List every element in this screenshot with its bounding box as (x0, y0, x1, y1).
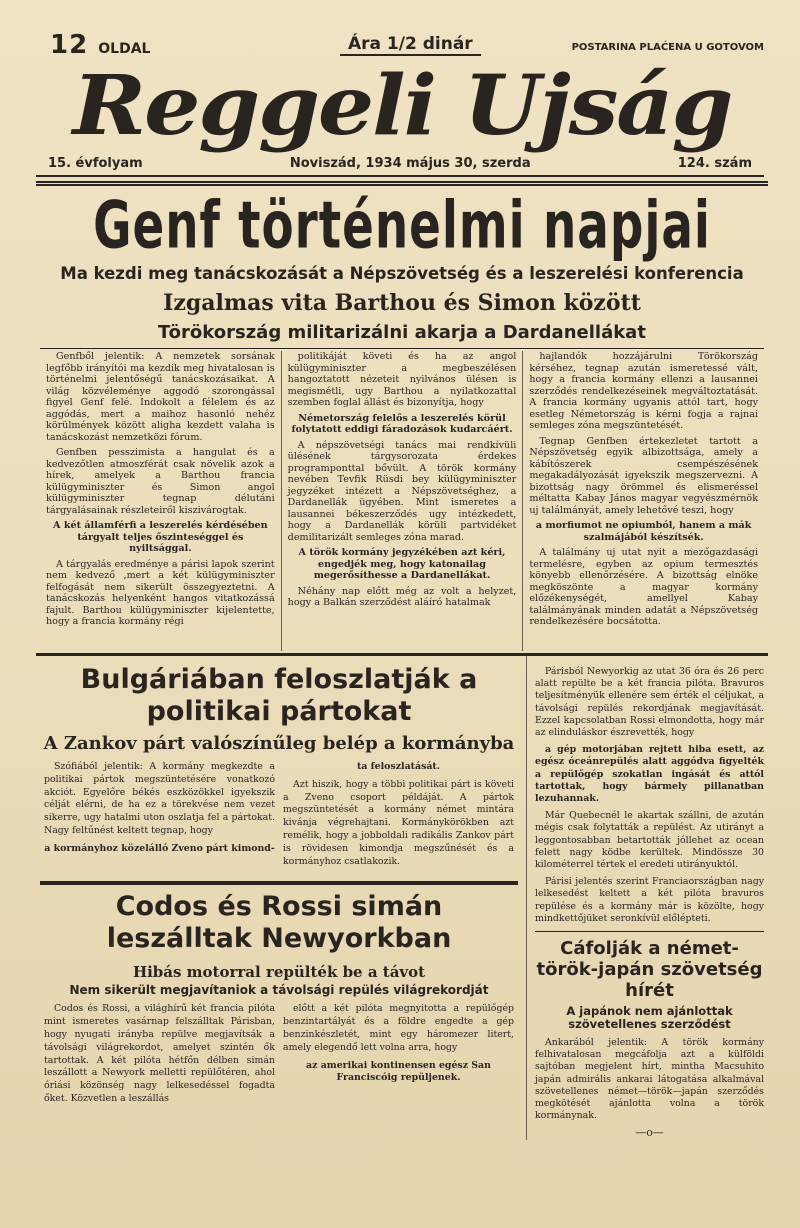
volume: 15. évfolyam (48, 156, 143, 171)
bulgaria-column-2: ta feloszlatását. Azt hiszik, hogy a többi politikai párt is követi a Zveno csoport példáját. A pártok megszüntetését a kormány német mintára kivánja végrehajtani. Kormánykörökben azt remélik, hogy a jobboldali radikális Zankov párt is rövidesen kimondja megszűnését és a kormányhoz csatlakozik. (283, 761, 514, 867)
codos-column-2: előtt a két pilóta megnyitotta a repülőgép benzintartályát és a földre engedte a gép benzinkészletét, mint egy háromezer litert, amely elegendő lett volna arra, hogy az amerikai kontinensen egész San Franciscóig repüljenek. (283, 1003, 514, 1084)
codos-headline: Codos és Rossi simán leszálltak Newyorkban (106, 891, 452, 955)
codos-subheadline-2: Nem sikerült megjavítaniok a távolsági repülés világrekordját (69, 983, 489, 998)
bulgaria-subheadline: A Zankov párt valószínűleg belép a kormányba (43, 733, 515, 754)
newspaper-title: Reggeli Ujság (72, 58, 732, 154)
bulgaria-headline: Bulgáriában feloszlatják a politikai pártokat (80, 664, 478, 727)
bulgaria-column-1: Szófiából jelentik: A kormány megkezdte a politikai pártok megszüntetésére vonatkozó akciót. Egyelőre békés eszközökkel igyekszik célját elérni, de ha ez a törekvése nem vezet sikerre, ugy hatalmi uton oszlatja fel a pártokat. Nagy feltűnést keltett tegnap, hogy a kormányhoz közelálló Zveno párt kimond- (44, 761, 275, 854)
lead-column-1: Genfből jelentik: A nemzetek sorsának legfőbb irányítói ma kezdik meg hivatalosan is történelmi jelentőségű tanácskozásaikat. A világ közvéleménye aggodó szorongással figyel Genf felé. Indokolt a félelem és az aggódás, mert a maihoz hasonló nehéz körülmények között aligha kezdett valaha is tanácskozást nemzetközi fórum. Genfben pesszimista a hangulat és a kedvezőtlen atmoszférát csak növelik azok a hírek, amelyek a Barthou francia külügyminiszter és Simon angol külügyminiszter tegnap délutáni tárgyalásainak részleteiről kiszivárogtak. A két államférfi a leszerelés kérdésében tárgyalt teljes őszinteséggel és nyiltsággal. A tárgyalás eredménye a párisi lapok szerint nem kedvező ,mert a két külügyminiszter felfogását nem sikerült összegyeztetni. A tanácskozás helyenként hangos vitatkozássá fajult. Barthou külügyminiszter kijelentette, hogy a francia kormány régi (46, 351, 275, 627)
divider (535, 931, 764, 932)
lead-subheadline-1: Ma kezdi meg tanácskozását a Népszövetség és a leszerelési konferencia (60, 264, 744, 283)
lead-article (40, 348, 764, 651)
codos-subheadline-1: Hibás motorral repülték be a távot (132, 963, 426, 982)
codos-column-1: Codos és Rossi, a világhírű két francia pilóta mint ismeretes vasárnap felszálltak Párisban, hogy nyugati irányba repülve megjavítsák a távolsági világrekordot, amelyet szintén ők tartottak. A két pilóta hétfőn délben simán leszállott a Newyork melletti repülőtéren, ahol óriási közönség nagy lelkesedéssel fogadta őket. Közvetlen a leszállás (44, 1003, 275, 1104)
news-subheadline: A japánok nem ajánlottak szövetellenes szerződést (566, 1004, 733, 1032)
postal-note: POSTARINA PLAĆENA U GOTOVOM (571, 42, 764, 53)
right-column: Párisból Newyorkig az utat 36 óra és 26 perc alatt repülte be a két francia pilóta. Bravuros teljesítményük ellenére sem érték el céljukat, a távolsági repülés rekordjának megjavítását. Ezzel kapcsolatban Rossi elmondotta, hogy már az elinduláskor észrevették, hogy a gép motorjában rejtett hiba esett, az egész óceánrepülés alatt aggódva figyelték a repülőgép szokatlan ingását és attól tartottak, hogy bármely pillanatban lezuhannak. Már Quebecnél le akartak szállni, de azután mégis csak folytatták a repülést. Az utirányt a leggontosabban betartották jóllehet az ocean felett nagy ködbe kerültek. Mindössze 30 kilométerrel tértek el eredeti utirányuktól. Párisi jelentés szerint Franciaországban nagy lelkesedést keltett a két pilóta bravuros repülése és a kormány már is közölte, hogy mindkettőjüket seronkívül előlépteti. Cáfolják a német-török-japán szövetség hírét A japánok nem ajánlottak szövetellenes szerződést Ankarából jelentik: A török kormány felhivatalosan megcáfolja azt a külföldi sajtóban megjelent hírt, mintha Macsuhito japán admirális ankarai látogatása alkalmával szövetellenes német—török—japán szerződés megkötését ajánlotta volna a török kormánynak. —o— (535, 666, 764, 1140)
divider (40, 881, 518, 885)
issue-date: Noviszád, 1934 május 30, szerda (289, 156, 531, 171)
lead-subheadline-2: Izgalmas vita Barthou és Simon között (163, 290, 641, 316)
issue-number: 124. szám (677, 156, 752, 171)
lead-column-2: politikáját követi és ha az angol külügyminiszter a megbeszélésen hangoztatott nézeteit nyilvános ülésen is megismétli, ugy Barthou a nyilatkozattal szemben foglal állást és bizonyítja, hogy Németország felelős a leszerelés körül folytatott eddigi fáradozások kudarcáért. A népszövetségi tanács mai rendkívüli ülésének tárgysorozata érdekes programponttal bővült. A török kormány nevében Tevfik Rüsdi bey külügyminiszter jegyzéket intézett a Népszövetséghez, a Dardanellák ügyében. Mint ismeretes a lausannei békeszerződés ugy intézkedett, hogy a Dardanellák körüli partvidéket demilitarizált semleges zóna marad. A török kormány jegyzékében azt kéri, engedjék meg, hogy katonailag megerősíthesse a Dardanellákat. Néhány nap előtt még az volt a helyzet, hogy a Balkán szerződést aláíró hatalmak (281, 351, 523, 651)
lead-subheadline-3: Törökország militarizálni akarja a Dardanellákat (158, 322, 646, 343)
page-number: 12 OLDAL (50, 30, 151, 60)
dateline (36, 150, 764, 177)
top-line (40, 28, 764, 62)
lower-section (40, 656, 764, 1140)
lead-headline: Genf történelmi napjai (93, 188, 711, 264)
end-mark: —o— (635, 1126, 664, 1140)
bulgaria-article (40, 761, 518, 873)
codos-article (40, 1003, 518, 1110)
masthead (40, 58, 764, 154)
divider (36, 181, 768, 186)
news-headline: Cáfolják a német-török-japán szövetség hírét (536, 938, 763, 1002)
lead-column-3: hajlandók hozzájárulni Törökország kérséhez, tegnap azután ismeretessé vált, hogy a francia kormány ellenzi a lausannei szerződés rendelkezéseinek megváltoztatását. A francia kormány ugyanis attól tart, hogy esetleg Németország is kérni fogja a rajnai semleges zóna megszüntetését. Tegnap Genfben értekezletet tartott a Népszövetség egyik albizottsága, amely a kábítószerek csempészésének megakadályozását igyekszik megszervezni. A bizottság nagy örömmel és elismeréssel méltatta Kabay János magyar vegyészmérnök uj találmányát, amely lehetővé teszi, hogy a morfiumot ne opiumból, hanem a mák szalmájából készítsék. A találmány uj utat nyit a mezőgazdasági termelésre, egyben az opium termesztés könyebb ellenőrzésére. A bizottság elnöke megköszönte a magyar kormány előzékenységét, amellyel Kabay találmányának minden adatát a Népszövetség rendelkezésére bocsátotta. (522, 351, 764, 651)
left-articles (40, 656, 527, 1140)
price: Ára 1/2 dinár (340, 34, 481, 56)
